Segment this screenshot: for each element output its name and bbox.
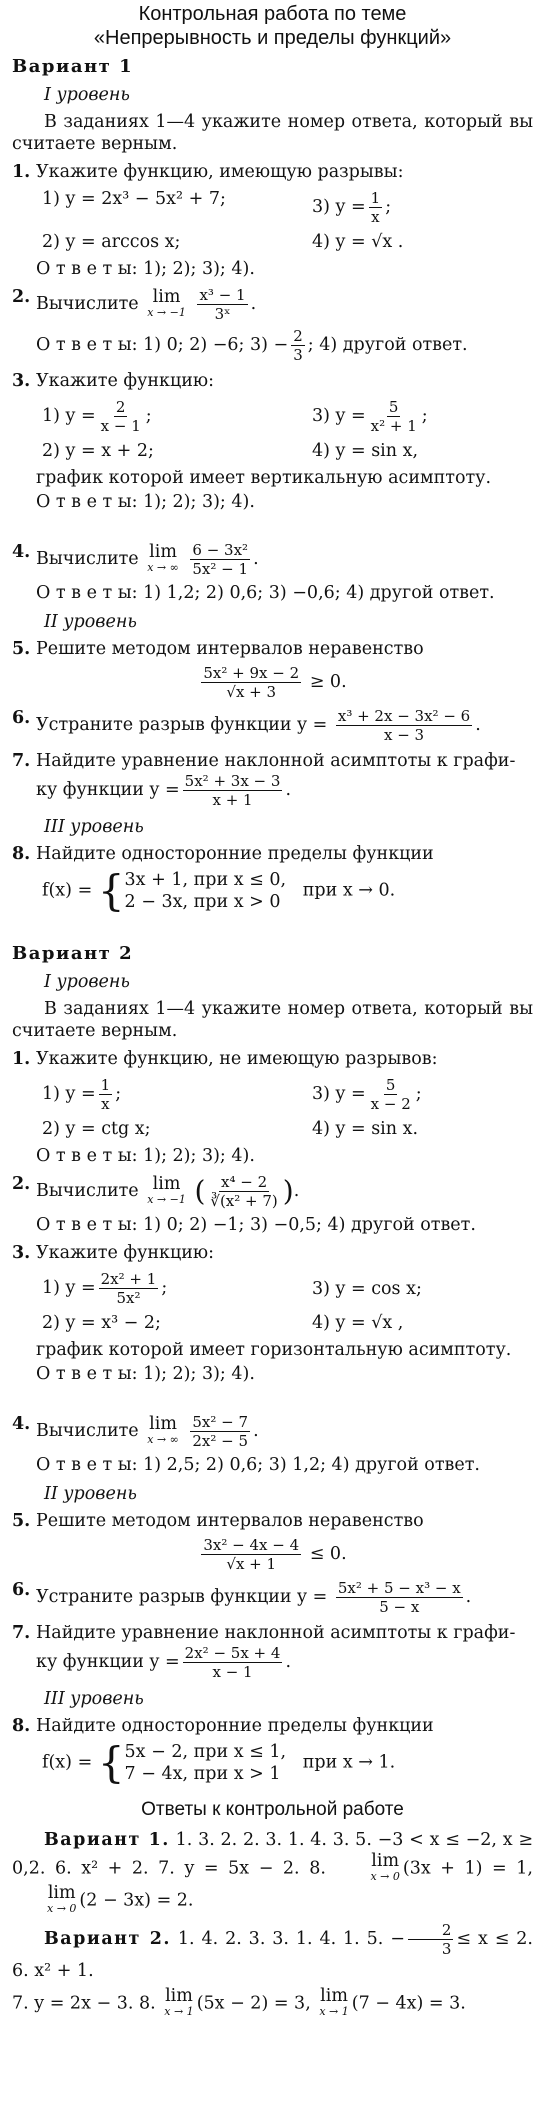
task-number: 8.: [12, 844, 31, 864]
v2-task-2-answers: О т в е т ы: 1) 0; 2) −1; 3) −0,5; 4) другой ответ.: [36, 1215, 476, 1235]
task-question: Устраните разрыв функции y =: [36, 1587, 328, 1607]
task-question: Найдите односторонние пределы функции: [36, 844, 434, 864]
v1-task-5-inequality: $\frac{\text{5x² + 9x − 2}}{√x + 3}$ ≥ 0.: [203, 664, 347, 701]
v2-level-3: III уровень: [44, 1689, 144, 1709]
v1-task-1-answers: О т в е т ы: 1); 2); 3); 4).: [36, 259, 255, 279]
task-number: 3.: [12, 371, 31, 391]
v2-task-1-options: [12, 1076, 533, 1139]
task-question: Вычислите: [36, 1181, 139, 1201]
option-3: 3) y = $\frac{5}{x - 2}$ ;: [312, 1076, 422, 1113]
v2-task-3-tail: график которой имеет горизонтальную асимптоту.: [36, 1340, 512, 1360]
v2-task-6: 6. Устраните разрыв функции y = $\frac{\text{5x² + 5 − x³ − x}}{5 - x}$ .: [12, 1579, 472, 1616]
option-4: 4) y = sin x,: [312, 441, 419, 461]
option-1: 1) y = 2x³ − 5x² + 7;: [42, 189, 226, 209]
option-4: 4) y = sin x.: [312, 1119, 419, 1139]
task-number: 4.: [12, 542, 31, 562]
v1-level-3: III уровень: [44, 817, 144, 837]
option-3: 3) y = $\frac{5}{\text{x² + 1}}$ ;: [312, 398, 428, 435]
task-number: 7.: [12, 751, 31, 771]
variant-1-heading: Вариант 1: [12, 56, 134, 77]
task-number: 5.: [12, 639, 31, 659]
v2-level-1: I уровень: [44, 972, 130, 992]
answers-title: Ответы к контрольной работе: [141, 1799, 404, 1820]
v2-task-5-inequality: $\frac{\text{3x² − 4x − 4}}{√x + 1}$ ≤ 0.: [203, 1536, 347, 1573]
option-4: 4) y = √x ,: [312, 1313, 404, 1333]
v1-task-3-answers: О т в е т ы: 1); 2); 3); 4).: [36, 492, 255, 512]
title-line-1: Контрольная работа по теме: [138, 3, 407, 25]
fraction: $\frac{\text{x⁴ − 2}}{\text{∛(x² + 7)}}$: [210, 1173, 278, 1210]
v1-level-2: II уровень: [44, 612, 137, 632]
fraction: $\frac{\text{x³ − 1}}{\text{3ˣ}}$: [199, 286, 246, 323]
task-number: 2.: [12, 287, 31, 307]
answers-variant-2: Вариант 2. 1. 4. 2. 3. 3. 1. 4. 1. 5. − $\frac{2}{3}$ ≤ x ≤ 2. 6. x² + 1.: [12, 1921, 533, 1981]
task-number: 8.: [12, 1716, 31, 1736]
option-1: 1) y = $\frac{2}{x - 1}$ ;: [42, 398, 152, 435]
task-question: Найдите уравнение наклонной асимптоты к графи-: [36, 1623, 516, 1643]
v2-task-4: 4. Вычислите lim x → ∞ $\frac{\text{5x² − 7}}{\text{2x² − 5}}$ .: [12, 1413, 259, 1450]
option-1: 1) y = $\frac{1}{x}$ ;: [42, 1076, 122, 1113]
task-number: 6.: [12, 708, 31, 728]
task-question: Вычислите: [36, 549, 139, 569]
fraction: $\frac{\text{5x² + 5 − x³ − x}}{5 - x}$: [337, 1579, 461, 1616]
v1-task-7: 7. Найдите уравнение наклонной асимптоты к графи- ку функции y = $\frac{\text{5x² + 3x − 3}}{x + 1}$ .: [12, 750, 533, 809]
v1-task-3: [12, 370, 533, 392]
v1-task-4-answers: О т в е т ы: 1) 1,2; 2) 0,6; 3) −0,6; 4) другой ответ.: [36, 583, 495, 603]
answers-variant-2-line-2: 7. y = 2x − 3. 8. lim x → 1 (5x − 2) = 3, lim x → 1 (7 − 4x) = 3.: [12, 1986, 466, 2018]
task-question: Устраните разрыв функции y =: [36, 715, 328, 735]
page-title: [12, 2, 533, 50]
fraction: $\frac{\text{x³ + 2x − 3x² − 6}}{x - 3}$: [337, 707, 471, 744]
v2-task-1: [12, 1048, 533, 1070]
v1-task-1: [12, 161, 533, 183]
v1-task-4: 4. Вычислите lim x → ∞ $\frac{\text{6 − 3x²}}{\text{5x² − 1}}$ .: [12, 541, 259, 578]
option-2: 2) y = x + 2;: [42, 441, 154, 461]
variant-2-heading: Вариант 2: [12, 943, 134, 964]
fraction: $\frac{\text{6 − 3x²}}{\text{5x² − 1}}$: [192, 541, 249, 578]
v2-task-8: [12, 1715, 533, 1737]
v1-task-3-tail: график которой имеет вертикальную асимптоту.: [36, 468, 492, 488]
limit-operator: lim x → ∞: [147, 1413, 179, 1446]
option-2: 2) y = ctg x;: [42, 1119, 151, 1139]
v2-task-7: 7. Найдите уравнение наклонной асимптоты к графи- ку функции y = $\frac{\text{2x² − 5x + 4}}{x - 1}$ .: [12, 1622, 533, 1681]
v2-task-5: [12, 1510, 533, 1532]
v2-task-1-answers: О т в е т ы: 1); 2); 3); 4).: [36, 1146, 255, 1166]
task-number: 5.: [12, 1511, 31, 1531]
v2-level-2: II уровень: [44, 1484, 137, 1504]
v1-task-6: 6. Устраните разрыв функции y = $\frac{\text{x³ + 2x − 3x² − 6}}{x - 3}$ .: [12, 707, 481, 744]
option-1: 1) y = $\frac{\text{2x² + 1}}{\text{5x²}}$ ;: [42, 1270, 168, 1307]
task-question: Вычислите: [36, 294, 139, 314]
v1-task-2: 2. Вычислите lim x → −1 $\frac{\text{x³ − 1}}{\text{3ˣ}}$ .: [12, 286, 257, 323]
task-number: 3.: [12, 1243, 31, 1263]
v2-task-4-answers: О т в е т ы: 1) 2,5; 2) 0,6; 3) 1,2; 4) другой ответ.: [36, 1455, 480, 1475]
option-3: 3) y = cos x;: [312, 1278, 422, 1299]
option-3: 3) y = $\frac{1}{x}$ ;: [312, 189, 392, 226]
v1-intro: В заданиях 1—4 укажите номер ответа, который вы считаете верным.: [12, 112, 533, 154]
v1-task-8: [12, 843, 533, 865]
task-number: 7.: [12, 1623, 31, 1643]
v1-task-2-answers: О т в е т ы: 1) 0; 2) −6; 3) − $\frac{2}{3}$ ; 4) другой ответ.: [36, 327, 468, 364]
answers-variant-1: Вариант 1. 1. 3. 2. 2. 3. 1. 4. 3. 5. −3 < x ≤ −2, x ≥ 0,2. 6. x² + 2. 7. y = 5x − 2. 8. lim x → 0 (3x + 1) = 1, lim x → 0 (2 − 3x) = 2.: [12, 1830, 533, 1915]
v2-task-2: 2. Вычислите lim x → −1 ( $\frac{\text{x⁴ − 2}}{\text{∛(x² + 7)}}$ ).: [12, 1173, 300, 1210]
v2-task-3-answers: О т в е т ы: 1); 2); 3); 4).: [36, 1364, 255, 1384]
task-number: 2.: [12, 1174, 31, 1194]
task-question: Вычислите: [36, 1421, 139, 1441]
task-question: Укажите функцию:: [36, 371, 215, 391]
task-question: Найдите односторонние пределы функции: [36, 1716, 434, 1736]
option-2: 2) y = x³ − 2;: [42, 1313, 161, 1333]
task-question: Решите методом интервалов неравенство: [36, 1511, 424, 1531]
title-line-2: «Непрерывность и пределы функций»: [93, 27, 452, 49]
option-4: 4) y = √x .: [312, 232, 404, 252]
task-number: 6.: [12, 1580, 31, 1600]
task-number: 1.: [12, 1049, 31, 1069]
v2-intro: В заданиях 1—4 укажите номер ответа, который вы считаете верным.: [12, 999, 533, 1041]
task-question: Укажите функцию, не имеющую разрывов:: [36, 1049, 438, 1069]
v2-task-3-options: [12, 1270, 533, 1333]
task-question: Укажите функцию, имеющую разрывы:: [36, 162, 404, 182]
task-number: 1.: [12, 162, 31, 182]
limit-operator: lim x → −1: [147, 286, 186, 319]
task-question: Решите методом интервалов неравенство: [36, 639, 424, 659]
option-2: 2) y = arccos x;: [42, 232, 181, 252]
limit-operator: lim x → ∞: [147, 541, 179, 574]
v1-task-8-function: f(x) = { 3x + 1, при x ≤ 0, 2 − 3x, при x > 0 при x → 0.: [42, 866, 396, 915]
v2-task-3: [12, 1242, 533, 1264]
v2-task-8-function: f(x) = { 5x − 2, при x ≤ 1, 7 − 4x, при x > 1 при x → 1.: [42, 1738, 396, 1787]
v1-task-3-options: [12, 398, 533, 461]
task-question: Укажите функцию:: [36, 1243, 215, 1263]
task-number: 4.: [12, 1414, 31, 1434]
task-question: Найдите уравнение наклонной асимптоты к графи-: [36, 751, 516, 771]
fraction: $\frac{\text{5x² − 7}}{\text{2x² − 5}}$: [192, 1413, 249, 1450]
v1-task-5: [12, 638, 533, 660]
v1-task-1-options: [12, 189, 533, 252]
v1-level-1: I уровень: [44, 85, 130, 105]
limit-operator: lim x → −1: [147, 1173, 186, 1206]
